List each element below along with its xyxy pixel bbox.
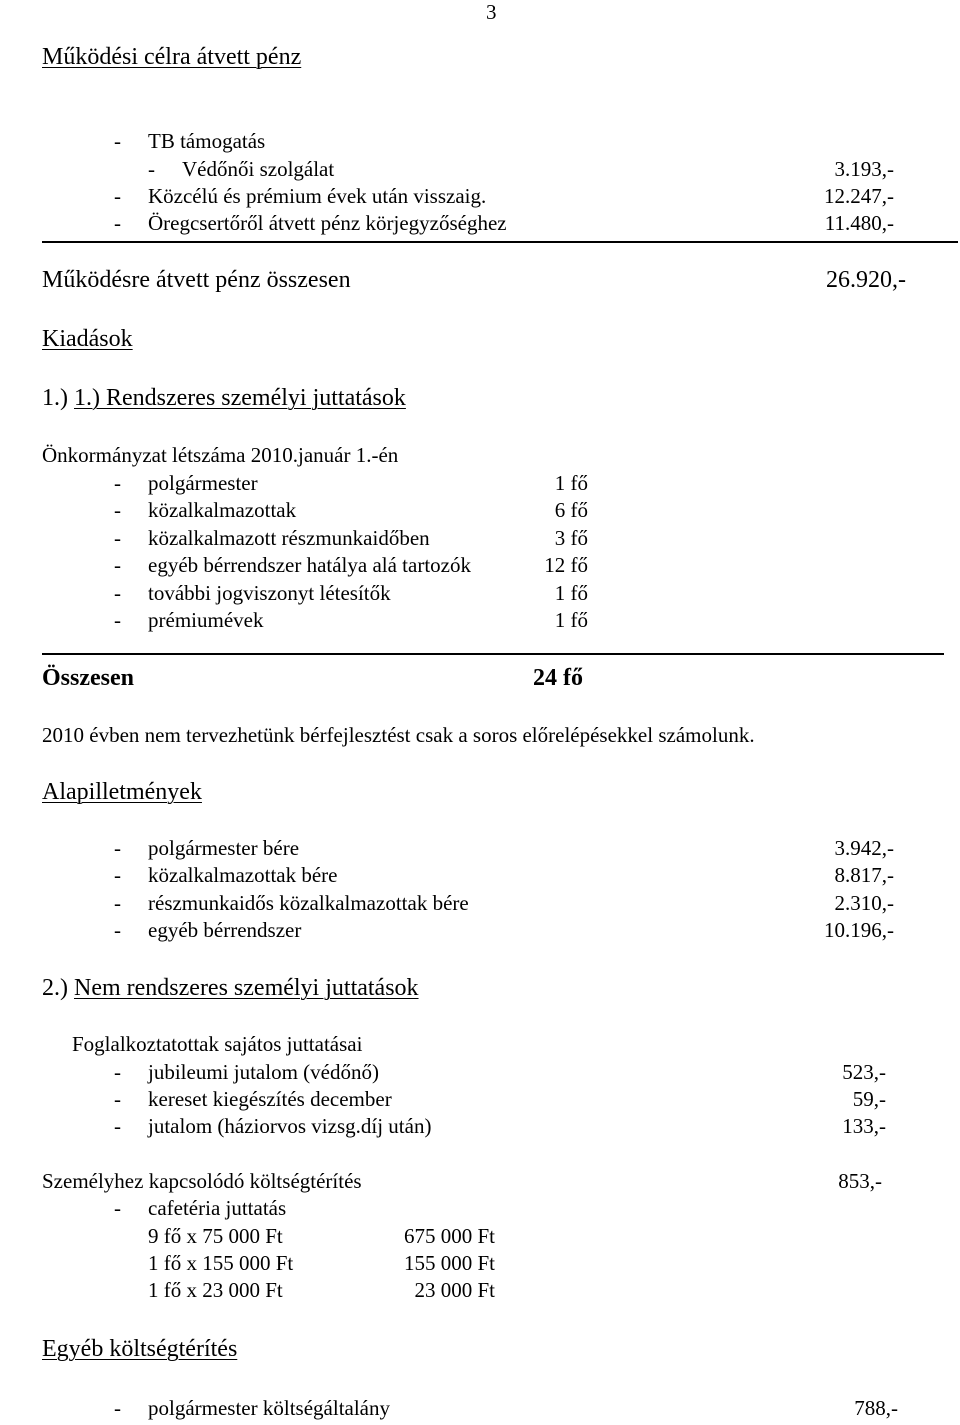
- list-dash: -: [114, 1114, 121, 1138]
- staff-total-value: 24 fő: [533, 665, 583, 691]
- list-dash: -: [114, 836, 121, 860]
- fogl-item-label: jutalom (háziorvos vizsg.díj után): [148, 1114, 432, 1138]
- alap-item-label: részmunkaidős közalkalmazottak bére: [148, 891, 469, 915]
- staff-value: 12 fő: [544, 553, 588, 577]
- income-item-value: 3.193,-: [834, 157, 894, 181]
- income-item-label: Közcélú és prémium évek után visszaig.: [148, 184, 487, 208]
- list-dash: -: [114, 1087, 121, 1111]
- staff-value: 3 fő: [554, 526, 588, 550]
- list-dash: -: [114, 471, 121, 495]
- staff-value: 1 fő: [554, 581, 588, 605]
- staff-value: 1 fő: [554, 471, 588, 495]
- staff-value: 6 fő: [554, 498, 588, 522]
- list-dash: -: [114, 863, 121, 887]
- list-dash: -: [114, 129, 121, 153]
- list-dash: -: [114, 1396, 121, 1420]
- egyeb-item-value: 788,-: [854, 1396, 898, 1420]
- section-title-kiadasok: Kiadások: [42, 326, 133, 352]
- staff-label: prémiumévek: [148, 608, 264, 632]
- fogl-item-value: 59,-: [852, 1087, 886, 1111]
- section-title-egyeb: Egyéb költségtérítés: [42, 1336, 238, 1362]
- szemelyhez-label: Személyhez kapcsolódó költségtérítés: [42, 1169, 362, 1193]
- income-item-value: 12.247,-: [824, 184, 894, 208]
- letszam-heading: Önkormányzat létszáma 2010.január 1.-én: [42, 443, 399, 467]
- list-dash: -: [114, 553, 121, 577]
- section-title-mukodesi: Működési célra átvett pénz: [42, 44, 302, 70]
- divider: [42, 241, 958, 243]
- divider: [42, 653, 944, 655]
- nem-rendszeres-title: 2.) Nem rendszeres személyi juttatások: [42, 975, 419, 1001]
- cafeteria-calc: 1 fő x 155 000 Ft: [148, 1251, 294, 1275]
- cafeteria-calc: 1 fő x 23 000 Ft: [148, 1278, 283, 1302]
- list-dash: -: [148, 157, 155, 181]
- szemelyhez-value: 853,-: [838, 1169, 882, 1193]
- alap-item-value: 8.817,-: [834, 863, 894, 887]
- page-number: 3: [486, 0, 497, 24]
- egyeb-item-label: polgármester költségáltalány: [148, 1396, 391, 1420]
- income-total-label: Működésre átvett pénz összesen: [42, 267, 351, 293]
- list-dash: -: [114, 608, 121, 632]
- alap-item-value: 10.196,-: [824, 918, 894, 942]
- list-dash: -: [114, 498, 121, 522]
- foglalkoztatottak-heading: Foglalkoztatottak sajátos juttatásai: [72, 1032, 363, 1056]
- rendszeres-title: 1.) 1.) Rendszeres személyi juttatások: [42, 385, 406, 411]
- cafeteria-calc: 9 fő x 75 000 Ft: [148, 1224, 283, 1248]
- alap-item-value: 3.942,-: [834, 836, 894, 860]
- staff-label: közalkalmazottak: [148, 498, 297, 522]
- cafeteria-amount: 675 000 Ft: [403, 1224, 495, 1248]
- fogl-item-value: 523,-: [842, 1060, 886, 1084]
- list-dash: -: [114, 581, 121, 605]
- list-dash: -: [114, 891, 121, 915]
- staff-label: egyéb bérrendszer hatálya alá tartozók: [148, 553, 471, 577]
- tb-label: TB támogatás: [148, 129, 266, 153]
- list-dash: -: [114, 1060, 121, 1084]
- income-item-value: 11.480,-: [824, 211, 894, 235]
- list-dash: -: [114, 526, 121, 550]
- alap-item-label: polgármester bére: [148, 836, 300, 860]
- staff-label: polgármester: [148, 471, 258, 495]
- staff-total-label: Összesen: [42, 665, 134, 691]
- alap-item-label: közalkalmazottak bére: [148, 863, 338, 887]
- alap-item-label: egyéb bérrendszer: [148, 918, 302, 942]
- income-total-value: 26.920,-: [826, 267, 906, 293]
- fogl-item-label: kereset kiegészítés december: [148, 1087, 392, 1111]
- cafeteria-amount: 23 000 Ft: [414, 1278, 495, 1302]
- cafeteria-label: cafetéria juttatás: [148, 1196, 287, 1220]
- list-dash: -: [114, 1196, 121, 1220]
- staff-label: közalkalmazott részmunkaidőben: [148, 526, 430, 550]
- list-dash: -: [114, 211, 121, 235]
- alap-item-value: 2.310,-: [834, 891, 894, 915]
- fogl-item-label: jubileumi jutalom (védőnő): [148, 1060, 379, 1084]
- section-title-alap: Alapilletmények: [42, 779, 202, 805]
- list-dash: -: [114, 184, 121, 208]
- staff-value: 1 fő: [554, 608, 588, 632]
- list-dash: -: [114, 918, 121, 942]
- income-item-label: Védőnői szolgálat: [182, 157, 335, 181]
- note-text: 2010 évben nem tervezhetünk bérfejlesztést csak a soros előrelépésekkel számolunk.: [42, 723, 755, 747]
- cafeteria-amount: 155 000 Ft: [403, 1251, 495, 1275]
- income-item-label: Öregcsertőről átvett pénz körjegyzőséghez: [148, 211, 507, 235]
- fogl-item-value: 133,-: [842, 1114, 886, 1138]
- staff-label: további jogviszonyt létesítők: [148, 581, 391, 605]
